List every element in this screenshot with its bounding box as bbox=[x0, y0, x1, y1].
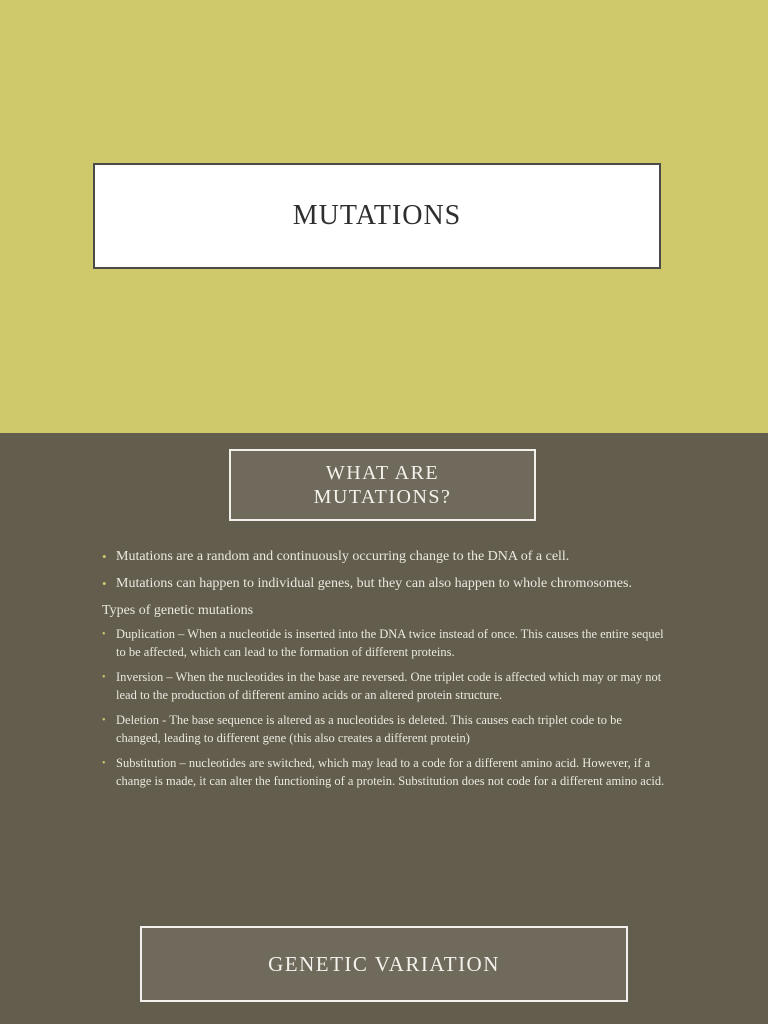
bullet-icon: • bbox=[102, 549, 107, 564]
main-bullet-list bbox=[100, 547, 670, 593]
list-item bbox=[100, 547, 670, 566]
list-item bbox=[100, 755, 666, 790]
bullet-icon: • bbox=[102, 715, 106, 726]
type-text: Inversion – When the nucleotides in the base are reversed. One triplet code is affected which may or may not lead to the production of different amino acids or an altered protein structure. bbox=[116, 670, 662, 702]
bullet-icon: • bbox=[102, 629, 106, 640]
types-bullet-list bbox=[100, 626, 670, 790]
bullet-icon: • bbox=[102, 576, 107, 591]
list-item bbox=[100, 626, 666, 661]
list-item bbox=[100, 574, 670, 593]
title-box bbox=[93, 163, 661, 269]
types-heading: Types of genetic mutations bbox=[102, 603, 254, 618]
type-text: Duplication – When a nucleotide is inserted into the DNA twice instead of once. This causes the entire sequel to be affected, which can lead to the formation of different proteins. bbox=[116, 627, 664, 659]
section-heading-box bbox=[229, 449, 536, 521]
bullet-text: Mutations can happen to individual genes, but they can also happen to whole chromosomes. bbox=[116, 576, 632, 591]
bullet-icon: • bbox=[102, 672, 106, 683]
list-item bbox=[100, 712, 666, 747]
section-heading-line1: WHAT ARE bbox=[325, 462, 440, 484]
slide-content bbox=[100, 547, 670, 798]
section-heading-line2: MUTATIONS? bbox=[313, 486, 452, 508]
type-text: Deletion - The base sequence is altered as a nucleotides is deleted. This causes each triplet code to be changed, leading to different gene (this also creates a different protein) bbox=[116, 713, 622, 745]
type-text: Substitution – nucleotides are switched, which may lead to a code for a different amino acid. However, if a change is made, it can alter the functioning of a protein. Substitution does not code for a different amino acid. bbox=[116, 756, 665, 788]
next-slide-title-box bbox=[140, 926, 628, 1002]
bullet-icon: • bbox=[102, 758, 106, 769]
bullet-text: Mutations are a random and continuously occurring change to the DNA of a cell. bbox=[116, 549, 570, 564]
next-slide-title: GENETIC VARIATION bbox=[268, 951, 500, 976]
list-item bbox=[100, 669, 666, 704]
slide-title: MUTATIONS bbox=[292, 200, 462, 231]
